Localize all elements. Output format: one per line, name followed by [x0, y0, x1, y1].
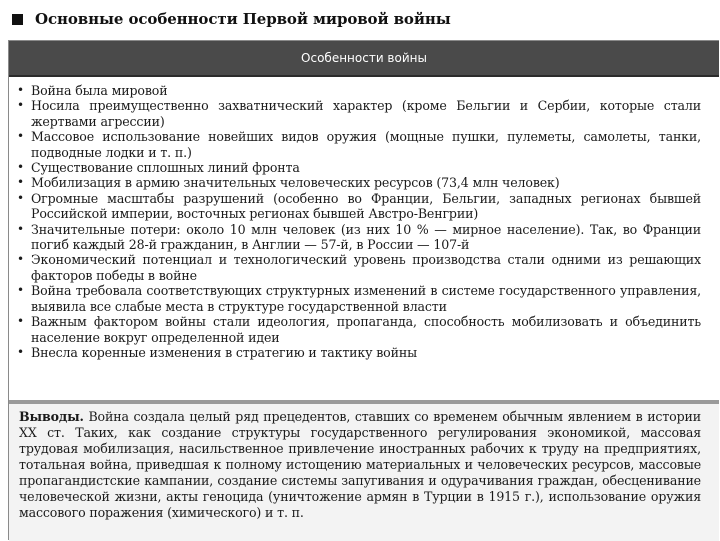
feature-item: [17, 129, 701, 160]
bullet-icon: •: [17, 129, 24, 144]
bullet-icon: •: [17, 175, 24, 190]
bullet-icon: •: [17, 83, 24, 97]
square-bullet-icon: [12, 14, 23, 25]
page-title: Основные особенности Первой мировой войны: [35, 10, 451, 28]
feature-item: [17, 222, 701, 253]
features-table: [8, 40, 719, 540]
bullet-icon: •: [17, 98, 24, 113]
bullet-icon: •: [17, 221, 24, 236]
bullet-icon: •: [17, 252, 24, 267]
feature-item: [17, 175, 701, 190]
feature-item: [17, 314, 701, 345]
bullet-icon: •: [17, 314, 24, 329]
feature-item: [17, 83, 701, 98]
features-list: [9, 77, 719, 404]
feature-text: Война требовала соответствующих структурных изменений в системе государственного управления, выявила все слабые места в структуре государственной власти: [31, 283, 701, 314]
feature-item: [17, 160, 701, 175]
feature-item: [17, 252, 701, 283]
feature-item: [17, 345, 701, 360]
bullet-icon: •: [17, 160, 24, 175]
table-header: Особенности войны: [9, 41, 719, 77]
conclusion-label: Выводы.: [19, 409, 84, 424]
conclusion-block: [9, 404, 719, 541]
feature-text: Значительные потери: около 10 млн человек (из них 10 % — мирное население). Так, во Франции погиб каждый 28-й гражданин, в Англии — 57-й, в России — 107-й: [31, 221, 701, 253]
feature-text: Важным фактором войны стали идеология, пропаганда, способность мобилизовать и объединить население вокруг определенной идеи: [31, 314, 701, 345]
feature-text: Война была мировой: [31, 83, 168, 98]
feature-item: [17, 283, 701, 314]
feature-text: Экономический потенциал и технологический уровень производства стали одними из решающих факторов победы в войне: [31, 252, 701, 283]
feature-item: [17, 98, 701, 129]
bullet-icon: •: [17, 344, 24, 359]
feature-item: [17, 191, 701, 222]
bullet-icon: •: [17, 283, 24, 298]
feature-text: Существование сплошных линий фронта: [31, 160, 300, 176]
title-row: [12, 8, 451, 30]
bullet-icon: •: [17, 190, 24, 205]
feature-text: Массовое использование новейших видов оружия (мощные пушки, пулеметы, самолеты, танки, подводные лодки и т. п.): [31, 129, 701, 160]
feature-text: Огромные масштабы разрушений (особенно во Франции, Бельгии, западных регионах бывшей Российской империи, восточных регионах бывшей Австро-Венгрии): [31, 190, 701, 222]
feature-text: Внесла коренные изменения в стратегию и тактику войны: [31, 344, 417, 360]
feature-text: Мобилизация в армию значительных человеческих ресурсов (73,4 млн человек): [31, 175, 560, 191]
feature-text: Носила преимущественно захватнический характер (кроме Бельгии и Сербии, которые стали жертвами агрессии): [31, 98, 701, 129]
conclusion-text: Война создала целый ряд прецедентов, ставших со временем обычным явлением в истории XX ст. Таких, как создание структуры государственного регулирования экономикой, массовая трудовая мобилизация, насильственное привлечение иностранных рабочих к труду на предприятиях, тотальная война, приведшая к полному истощению материальных и человеческих ресурсов, массовые пропагандистские кампании, создание системы запугивания и одурачивания граждан, обесценивание человеческой жизни, акты геноцида (уничтожение армян в Турции в 1915 г.), использование оружия массового поражения (химического) и т. п.: [19, 409, 701, 520]
